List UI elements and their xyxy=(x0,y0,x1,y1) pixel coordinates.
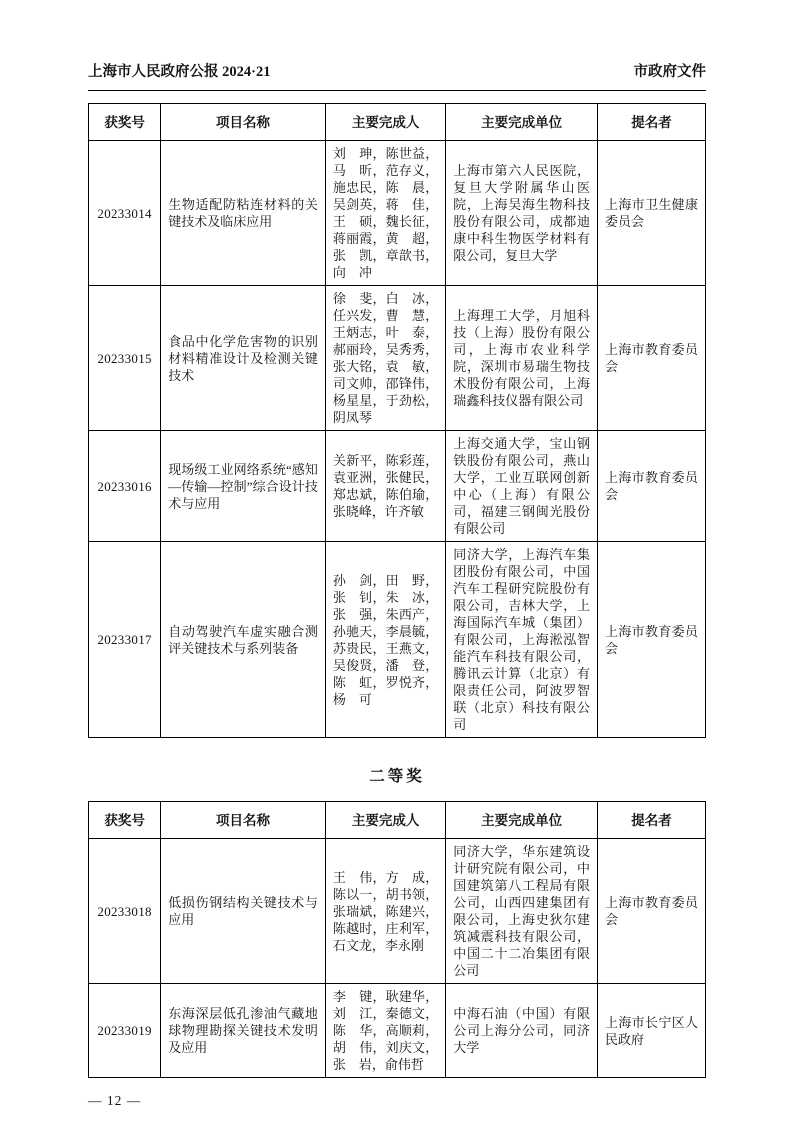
header-divider xyxy=(88,90,706,91)
document-category: 市政府文件 xyxy=(633,64,706,80)
nominator: 上海市教育委员会 xyxy=(598,839,706,984)
page-header xyxy=(88,60,706,81)
project-name: 生物适配防粘连材料的关键技术及临床应用 xyxy=(161,141,326,286)
column-header-units: 主要完成单位 xyxy=(446,802,598,839)
project-name: 食品中化学危害物的识别材料精准设计及检测关键技术 xyxy=(161,286,326,431)
column-header-award-no: 获奖号 xyxy=(89,802,161,839)
table-row xyxy=(89,984,706,1078)
contributors: 孙 剑，田 野，张 钊，朱 冰，张 强，朱西产，孙驰天，李晨毓，苏贵民，王燕文，吴俊贤，潘 登，陈 虹，罗悦齐，杨 可 xyxy=(325,542,445,738)
column-header-nominator: 提名者 xyxy=(598,104,706,141)
nominator: 上海市教育委员会 xyxy=(598,542,706,738)
column-header-nominator: 提名者 xyxy=(598,802,706,839)
table-row xyxy=(89,431,706,542)
contributors: 关新平，陈彩莲，袁亚洲，张健民，郑忠斌，陈伯瑜，张晓峰，许齐敏 xyxy=(325,431,445,542)
second-prize-table xyxy=(88,801,706,1078)
completing-units: 中海石油（中国）有限公司上海分公司，同济大学 xyxy=(446,984,598,1078)
project-name: 东海深层低孔渗油气藏地球物理勘探关键技术发明及应用 xyxy=(161,984,326,1078)
column-header-contributors: 主要完成人 xyxy=(325,104,445,141)
award-number: 20233014 xyxy=(89,141,161,286)
completing-units: 同济大学，华东建筑设计研究院有限公司，中国建筑第八工程局有限公司，山西四建集团有限公司，上海史狄尔建筑减震科技有限公司，中国二十二冶集团有限公司 xyxy=(446,839,598,984)
nominator: 上海市卫生健康委员会 xyxy=(598,141,706,286)
column-header-contributors: 主要完成人 xyxy=(325,802,445,839)
table-header-row xyxy=(89,802,706,839)
column-header-award-no: 获奖号 xyxy=(89,104,161,141)
gazette-title: 上海市人民政府公报 2024·21 xyxy=(88,64,271,80)
contributors: 徐 斐，白 冰，任兴发，曹 慧，王炳志，叶 泰，郝丽玲，吴秀秀，张大铭，袁 敏，司文帅，邵锋伟，杨星星，于劲松，阴凤琴 xyxy=(325,286,445,431)
page-number: — 12 — xyxy=(88,1093,142,1108)
table-header-row xyxy=(89,104,706,141)
award-number: 20233016 xyxy=(89,431,161,542)
table-row xyxy=(89,141,706,286)
completing-units: 上海市第六人民医院，复旦大学附属华山医院，上海吴海生物科技股份有限公司，成都迪康中科生物医学材料有限公司，复旦大学 xyxy=(446,141,598,286)
contributors: 王 伟，方 成，陈以一，胡书领，张瑞斌，陈建兴，陈越时，庄利军，石文龙，李永刚 xyxy=(325,839,445,984)
column-header-project-name: 项目名称 xyxy=(161,802,326,839)
nominator: 上海市教育委员会 xyxy=(598,286,706,431)
first-prize-table xyxy=(88,103,706,738)
award-number: 20233019 xyxy=(89,984,161,1078)
project-name: 低损伤钢结构关键技术与应用 xyxy=(161,839,326,984)
award-number: 20233017 xyxy=(89,542,161,738)
table-row xyxy=(89,542,706,738)
table-row xyxy=(89,839,706,984)
page-content xyxy=(88,0,706,1109)
project-name: 自动驾驶汽车虚实融合测评关键技术与系列装备 xyxy=(161,542,326,738)
nominator: 上海市教育委员会 xyxy=(598,431,706,542)
project-name: 现场级工业网络系统“感知—传输—控制”综合设计技术与应用 xyxy=(161,431,326,542)
award-number: 20233018 xyxy=(89,839,161,984)
contributors: 李 键，耿建华，刘 江，秦德文，陈 华，高顺莉，胡 伟，刘庆文，张 岩，俞伟哲 xyxy=(325,984,445,1078)
section-heading-second-prize: 二等奖 xyxy=(369,768,425,785)
contributors: 刘 珅，陈世益，马 昕，范存义，施忠民，陈 晨，吴剑英，蒋 佳，王 硕，魏长征，蒋丽霞，黄 超，张 凯，章歆书，向 冲 xyxy=(325,141,445,286)
nominator: 上海市长宁区人民政府 xyxy=(598,984,706,1078)
completing-units: 上海理工大学，月旭科技（上海）股份有限公司，上海市农业科学院，深圳市易瑞生物技术股份有限公司，上海瑞鑫科技仪器有限公司 xyxy=(446,286,598,431)
award-number: 20233015 xyxy=(89,286,161,431)
completing-units: 上海交通大学，宝山钢铁股份有限公司，燕山大学，工业互联网创新中心（上海）有限公司，福建三钢闽光股份有限公司 xyxy=(446,431,598,542)
column-header-units: 主要完成单位 xyxy=(446,104,598,141)
table-row xyxy=(89,286,706,431)
completing-units: 同济大学，上海汽车集团股份有限公司，中国汽车工程研究院股份有限公司，吉林大学，上海国际汽车城（集团）有限公司，上海淞泓智能汽车科技有限公司，腾讯云计算（北京）有限责任公司，阿波罗智联（北京）科技有限公司 xyxy=(446,542,598,738)
column-header-project-name: 项目名称 xyxy=(161,104,326,141)
